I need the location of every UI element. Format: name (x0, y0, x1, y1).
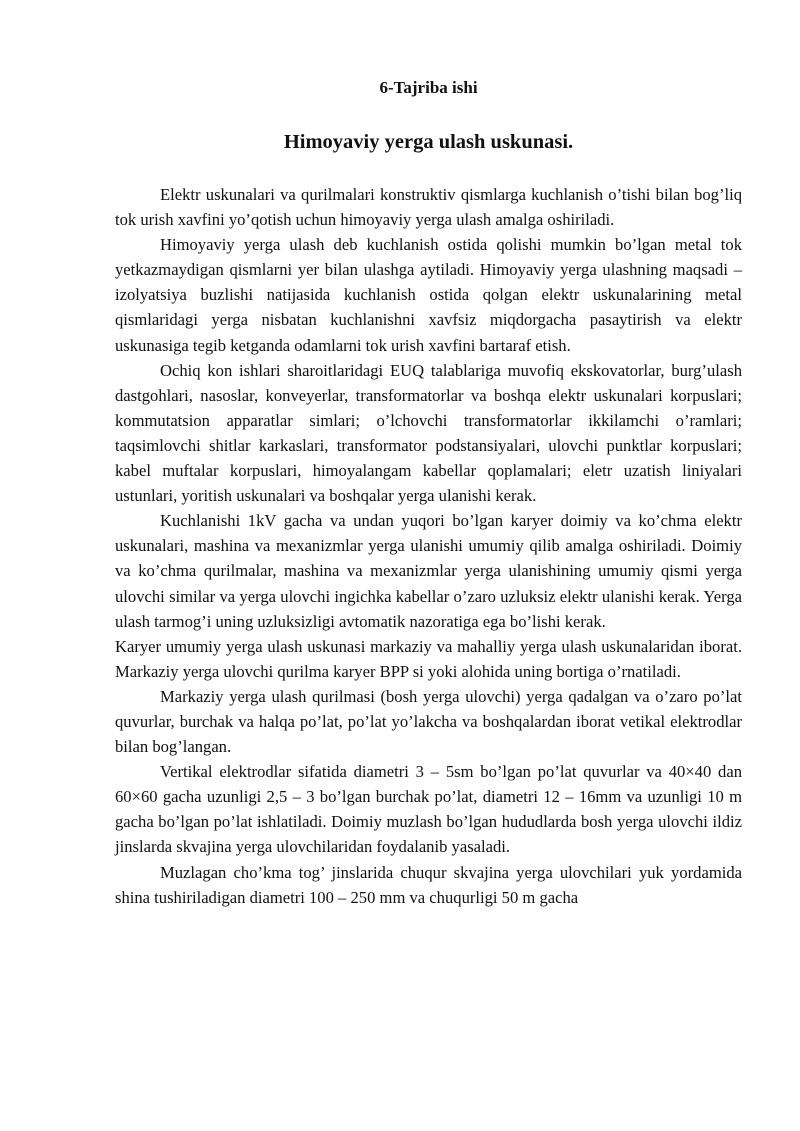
paragraph: Ochiq kon ishlari sharoitlaridagi EUQ talablariga muvofiq ekskovatorlar, burg’ulash dastgohlari, nasoslar, konveyerlar, transformatorlar va boshqa elektr uskunalari korpuslari; kommutatsion apparatlar simlari; o’lchovchi transformatorlar ikkilamchi o’ramlari; taqsimlovchi shitlar karkaslari, transformator podstansiyalari, ulovchi punktlar korpuslari; kabel muftalar korpuslari, himoyalangam kabellar qoplamalari; eletr uzatish liniyalari ustunlari, yoritish uskunalari va boshqalar yerga ulanishi kerak. (115, 360, 742, 506)
document-title: Himoyaviy yerga ulash uskunasi. (283, 131, 574, 153)
paragraph: Kuchlanishi 1kV gacha va undan yuqori bo’lgan karyer doimiy va ko’chma elektr uskunalari, mashina va mexanizmlar yerga ulanishi umumiy qilib amalga oshiriladi. Doimiy va ko’chma qurilmalar, mashina va mexanizmlar yerga ulanishining umumiy qismi yerga ulovchi similar va yerga ulovchi ingichka kabellar o’zaro uzluksiz elektr ulanishi kerak. Yerga ulash tarmog’i uning uzluksizligi avtomatik nazoratiga ega bo’lishi kerak. (115, 511, 742, 631)
paragraph: Karyer umumiy yerga ulash uskunasi markaziy va mahalliy yerga ulash uskunalaridan iborat. Markaziy yerga ulovchi qurilma karyer BPP si yoki alohida uning bortiga o’rnatiladi. (115, 636, 742, 681)
lab-work-heading: 6-Tajriba ishi (379, 78, 478, 97)
paragraph: Elektr uskunalari va qurilmalari konstruktiv qismlarga kuchlanish o’tishi bilan bog’liq tok urish xavfini yo’qotish uchun himoyaviy yerga ulash amalga oshiriladi. (115, 185, 742, 230)
paragraph: Himoyaviy yerga ulash deb kuchlanish ostida qolishi mumkin bo’lgan metal tok yetkazmaydigan qismlarni yer bilan ulashga aytiladi. Himoyaviy yerga ulashning maqsadi – izolyatsiya buzlishi natijasida kuchlanish ostida qolgan elektr uskunalarining metal qismlaridagi yerga nisbatan kuchlanishni xavfsiz miqdorgacha pasaytirish va elektr uskunasiga tegib ketganda odamlarni tok urish xavfini bartaraf etish. (115, 235, 742, 355)
paragraph-continued: Muzlagan cho’kma tog’ jinslarida chuqur skvajina yerga ulovchilari yuk yordamida shina tushiriladigan diametri 100 – 250 mm va chuqurligi 50 m gacha (115, 862, 742, 907)
paragraph: Vertikal elektrodlar sifatida diametri 3 – 5sm bo’lgan po’lat quvurlar va 40×40 dan 60×60 gacha uzunligi 2,5 – 3 bo’lgan burchak po’lat, diametri 12 – 16mm va uzunligi 10 m gacha bo’lgan po’lat ishlatiladi. Doimiy muzlash bo’lgan hududlarda bosh yerga ulovchi ildiz jinslarda skvajina yerga ulovchilaridan foydalanib yasaladi. (115, 762, 742, 857)
document-body (115, 182, 742, 910)
paragraph: Markaziy yerga ulash qurilmasi (bosh yerga ulovchi) yerga qadalgan va o’zaro po’lat quvurlar, burchak va halqa po’lat, po’lat yo’lakcha va boshqalardan iborat vetikal elektrodlar bilan bog’langan. (115, 686, 742, 757)
